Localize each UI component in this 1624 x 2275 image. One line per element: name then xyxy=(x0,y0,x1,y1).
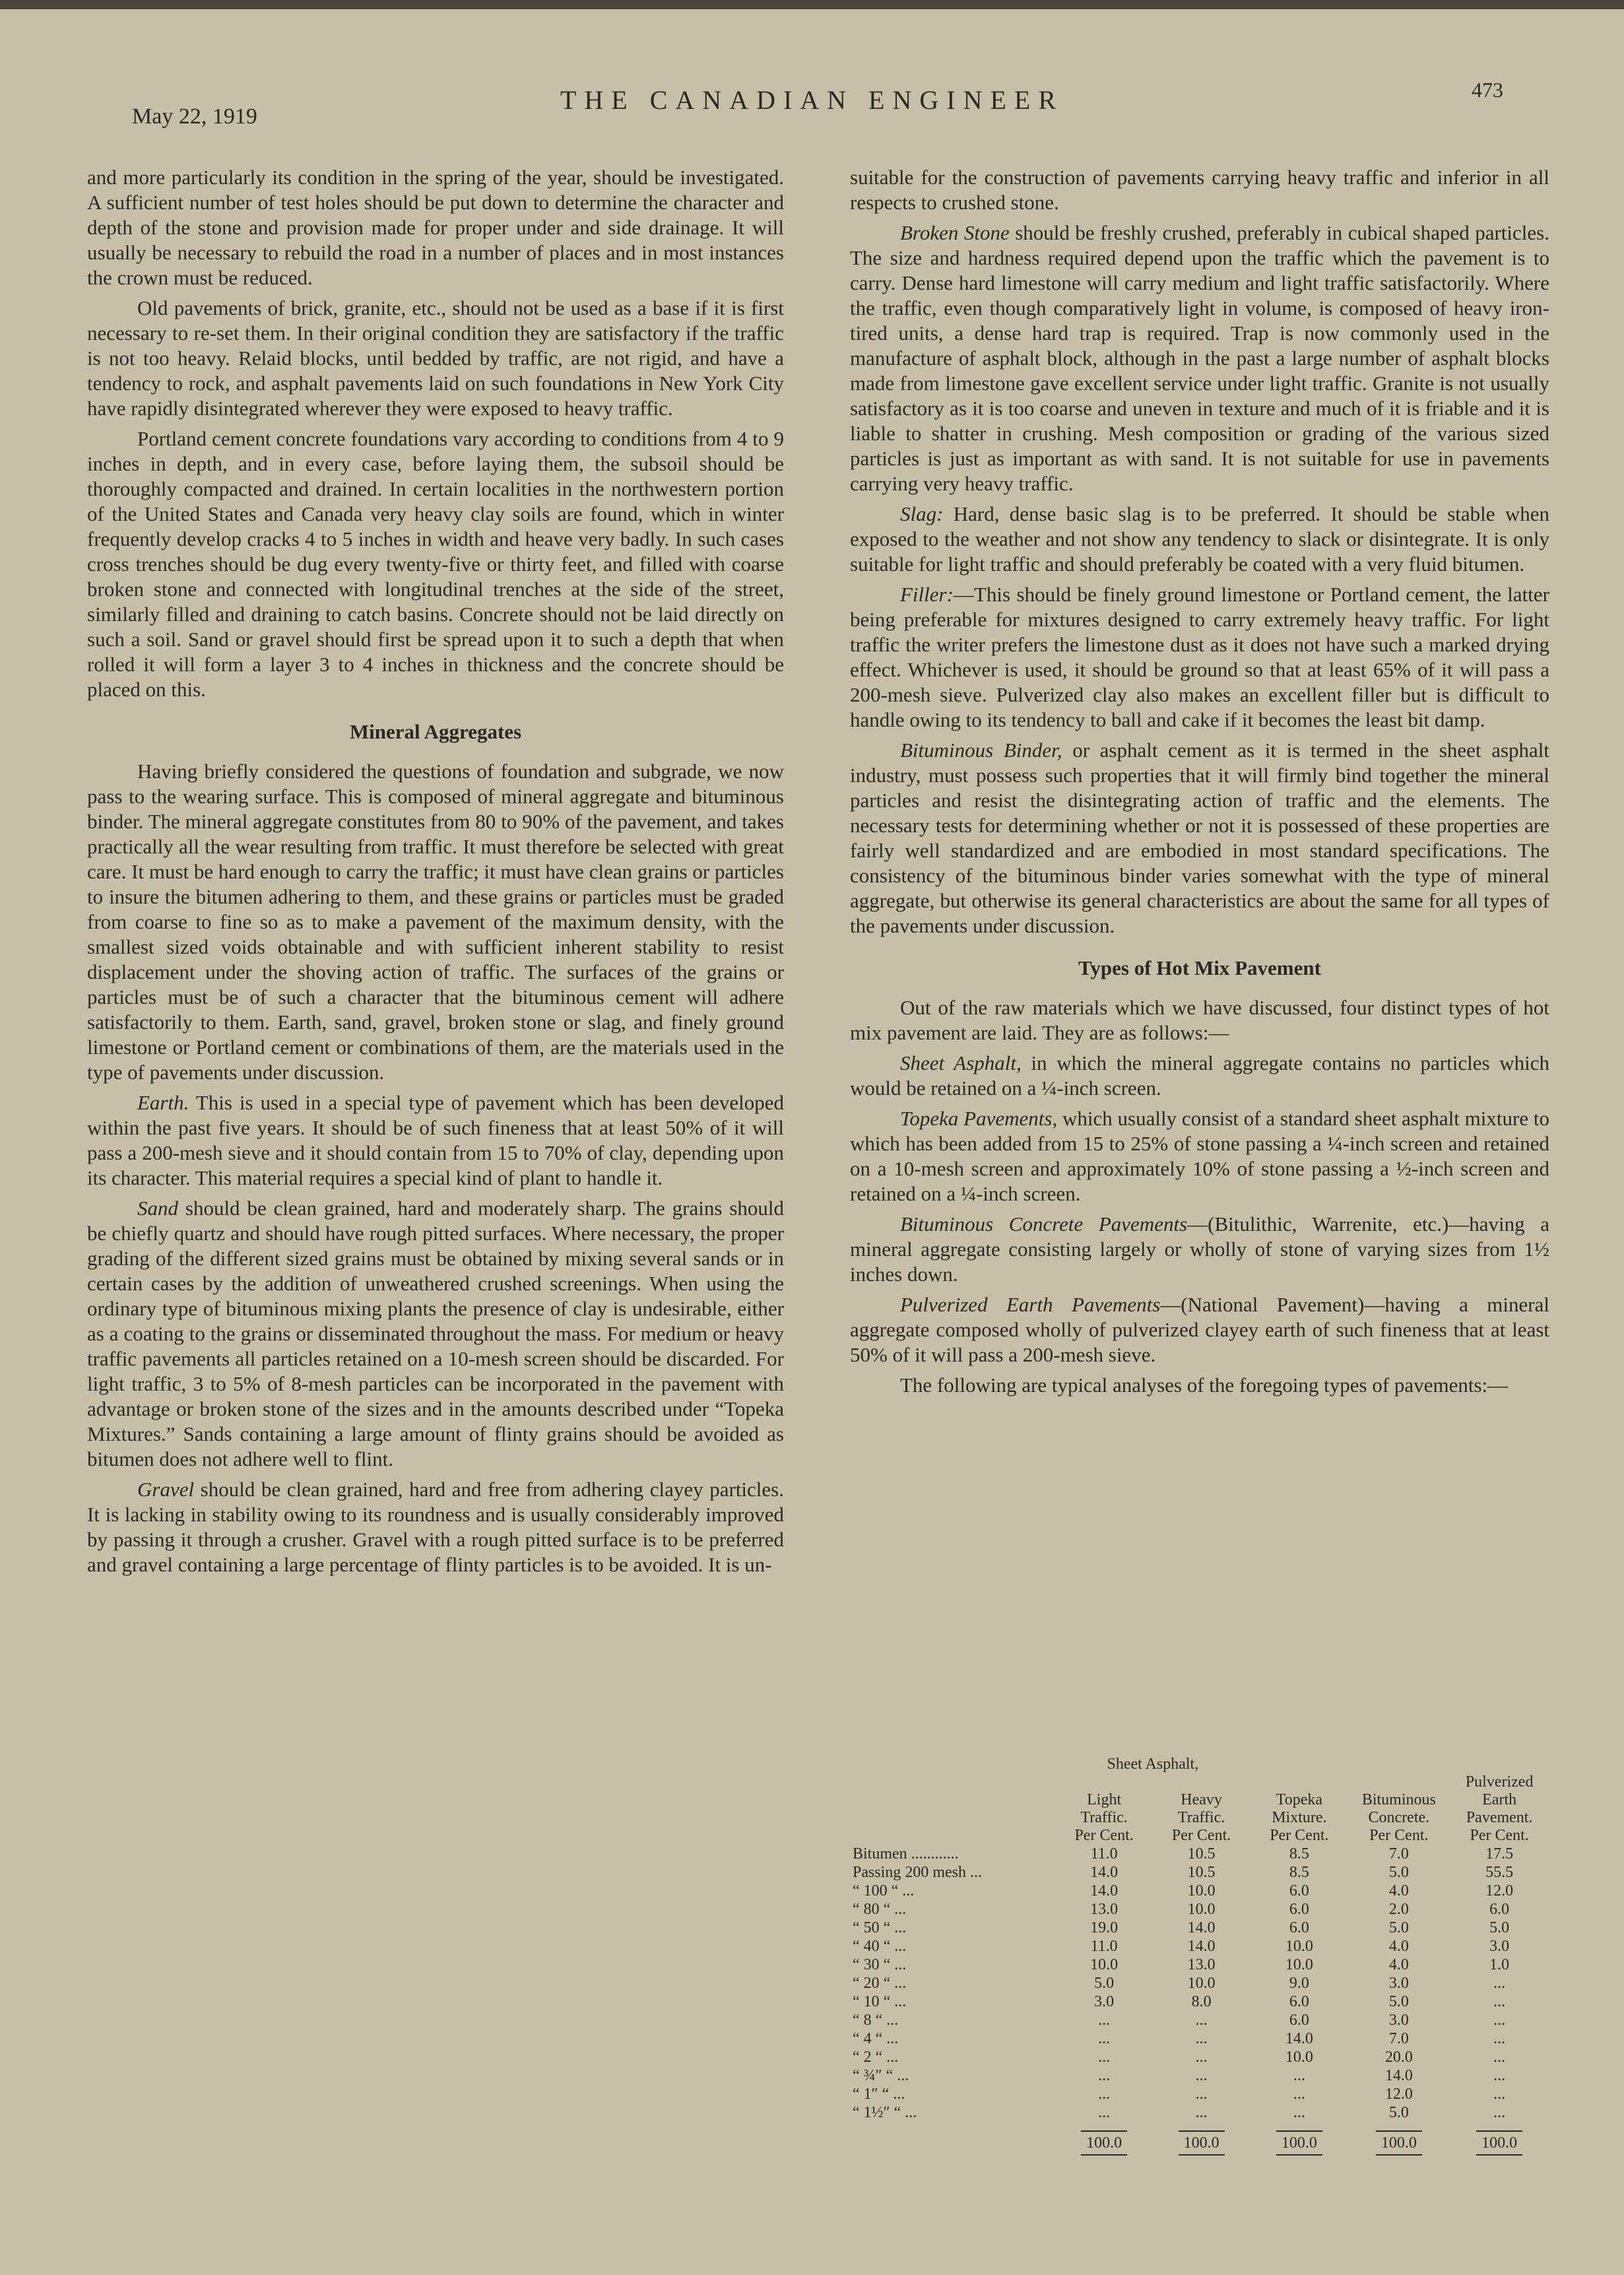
table-cell: 4.0 xyxy=(1388,1956,1409,1973)
paragraph-lead-term: Pulverized Earth Pavements xyxy=(900,1293,1161,1316)
pavement-analysis-table xyxy=(850,1756,1549,2152)
table-cell: ... xyxy=(1098,2030,1111,2047)
column-header: Light Traffic. Per Cent. xyxy=(1074,1791,1134,1844)
table-cell: 10.0 xyxy=(1187,1882,1216,1899)
row-label: “ 4 “ ... xyxy=(853,2030,899,2047)
paragraph-text: Old pavements of brick, granite, etc., should not be used as a base if it is first necessary to re-set them. In their original condition they are satisfactory if the traffic is not too heavy. Relaid blocks, until bedded by traffic, are not rigid, and have a tendency to rock, and asphalt pavements laid on such foundations in New York City have rapidly disintegrated wherever they were exposed to heavy traffic. xyxy=(87,296,784,420)
table-row xyxy=(850,1863,1549,1882)
table-cell: 12.0 xyxy=(1384,2086,1413,2103)
table-cell: 13.0 xyxy=(1187,1956,1216,1973)
row-label: “ 1½″ “ ... xyxy=(853,2104,917,2121)
table-cell: 55.5 xyxy=(1485,1864,1514,1881)
body-paragraph xyxy=(87,1477,784,1577)
table-cell: 4.0 xyxy=(1388,1938,1409,1955)
body-paragraph xyxy=(850,1373,1549,1398)
body-paragraph xyxy=(850,165,1549,215)
table-cell: 5.0 xyxy=(1388,1919,1409,1936)
paragraph-lead-term: Gravel xyxy=(137,1478,195,1501)
table-cell: 4.0 xyxy=(1388,1882,1409,1899)
total-cell xyxy=(1449,2122,1549,2152)
paragraph-text: —This should be finely ground limestone or Portland cement, the latter being preferable for mixtures designed to carry extremely heavy traffic. For light traffic the writer prefers the limestone dust as it does not have such a marked drying effect. Whichever is used, it should be ground so that at least 65% of it will pass a 200-mesh sieve. Pulverized clay also makes an excellent filler but is difficult to handle owing to its tendency to ball and cake if it becomes the least bit damp. xyxy=(850,583,1549,731)
body-paragraph xyxy=(87,165,784,290)
table-cell: 7.0 xyxy=(1388,2030,1409,2047)
paragraph-text: Portland cement concrete foundations vary according to conditions from 4 to 9 inches in depth, and in every case, before laying them, the subsoil should be thoroughly compacted and drained. In certain localities in the northwestern portion of the United States and Canada very heavy clay soils are found, which in winter frequently develop cracks 4 to 5 inches in width and heave very badly. In such cases cross trenches should be dug every twenty-five or thirty feet, and filled with coarse broken stone and connected with longitudinal trenches at the side of the street, similarly filled and draining to catch basins. Concrete should not be laid directly on such a soil. Sand or gravel should first be spread upon it to such a depth that when rolled it will form a layer 3 to 4 inches in thickness and the concrete should be placed on this. xyxy=(87,427,784,701)
paragraph-text: should be clean grained, hard and moderately sharp. The grains should be chiefly quartz and should have rough pitted surfaces. Where necessary, the proper grading of the different sized grains must be obtained by mixing several sands or in certain cases by the addition of unweathered crushed screenings. When using the ordinary type of bituminous mixing plants the presence of clay is undesirable, either as a coating to the grains or disseminated throughout the mass. For medium or heavy traffic pavements all particles retained on a 10-mesh screen should be discarded. For light traffic, 3 to 5% of 8-mesh particles can be incorporated in the pavement with advantage or broken stone of the sizes and in the amounts described under “Topeka Mixtures.” Sands containing a large amount of flinty grains should be avoided as bitumen does not adhere well to flint. xyxy=(87,1197,784,1470)
paragraph-lead-term: Sand xyxy=(137,1197,178,1220)
row-label: “ 30 “ ... xyxy=(853,1956,907,1973)
table-row xyxy=(850,1919,1549,1937)
table-row xyxy=(850,1974,1549,1993)
table-cell: ... xyxy=(1098,2012,1111,2029)
paragraph-text: and more particularly its condition in the spring of the year, should be investigated. A sufficient number of test holes should be put down to determine the character and depth of the stone and provision made for proper under and side drainage. It will usually be necessary to rebuild the road in a number of places and in most instances the crown must be reduced. xyxy=(87,166,784,289)
table-cell: 3.0 xyxy=(1489,1938,1510,1955)
table-cell: 14.0 xyxy=(1187,1919,1216,1936)
row-label: “ 1″ “ ... xyxy=(853,2086,905,2103)
body-paragraph xyxy=(850,995,1549,1045)
analysis-table-block xyxy=(850,1756,1549,2152)
table-cell: ... xyxy=(1098,2067,1111,2084)
table-cell: 3.0 xyxy=(1094,1993,1115,2010)
table-cell: ... xyxy=(1293,2067,1305,2084)
table-cell: ... xyxy=(1293,2104,1305,2121)
body-paragraph xyxy=(87,296,784,421)
table-cell: ... xyxy=(1195,2104,1208,2121)
total-value: 100.0 xyxy=(1276,2130,1322,2156)
table-cell: 10.5 xyxy=(1187,1845,1216,1863)
table-cell: 7.0 xyxy=(1388,1845,1409,1863)
table-cell: ... xyxy=(1493,2086,1506,2103)
table-cell: 5.0 xyxy=(1094,1975,1115,1992)
section-heading: Mineral Aggregates xyxy=(349,720,522,743)
paragraph-lead-term: Topeka Pavements, xyxy=(900,1107,1058,1130)
table-cell: 6.0 xyxy=(1289,2012,1309,2029)
row-label: “ 8 “ ... xyxy=(853,2012,899,2029)
table-row xyxy=(850,2085,1549,2103)
table-cell: ... xyxy=(1195,2030,1208,2047)
row-label: Passing 200 mesh ... xyxy=(853,1864,983,1881)
table-cell: 3.0 xyxy=(1388,2012,1409,2029)
column-header: Pulverized Earth Pavement. Per Cent. xyxy=(1465,1773,1534,1844)
table-cell: ... xyxy=(1195,2049,1208,2066)
paragraph-text: Out of the raw materials which we have discussed, four distinct types of hot mix pavement are laid. They are as follows:— xyxy=(850,996,1549,1044)
right-column xyxy=(850,165,1549,1403)
row-label: Bitumen ............ xyxy=(853,1845,959,1863)
table-cell: ... xyxy=(1195,2012,1208,2029)
total-value: 100.0 xyxy=(1179,2130,1225,2156)
paragraph-lead-term: Bituminous Concrete Pavements xyxy=(900,1212,1188,1236)
table-row xyxy=(850,2066,1549,2085)
table-cell: 2.0 xyxy=(1388,1901,1409,1918)
table-cell: ... xyxy=(1493,2049,1506,2066)
table-cell: 1.0 xyxy=(1489,1956,1510,1973)
table-cell: 5.0 xyxy=(1388,1993,1409,2010)
paragraph-text: This is used in a special type of pavement which has been developed within the past five years. It should be of such fineness that at least 50% of it will pass a 200-mesh sieve and it should contain from 15 to 70% of clay, depending upon its character. This material requires a special kind of plant to handle it. xyxy=(87,1091,784,1189)
table-cell: 14.0 xyxy=(1090,1864,1119,1881)
body-paragraph xyxy=(87,426,784,702)
row-label: “ 10 “ ... xyxy=(853,1993,907,2010)
body-paragraph xyxy=(850,582,1549,733)
table-cell: ... xyxy=(1293,2086,1305,2103)
table-cell: 12.0 xyxy=(1485,1882,1514,1899)
table-group-header: Sheet Asphalt, xyxy=(1107,1756,1199,1773)
table-cell: 10.0 xyxy=(1090,1956,1119,1973)
paragraph-text: in which the mineral aggregate contains no particles which would be retained on a ¼-inch screen. xyxy=(850,1051,1550,1100)
body-paragraph xyxy=(87,1196,784,1472)
table-cell: ... xyxy=(1493,2012,1506,2029)
table-cell: 17.5 xyxy=(1485,1845,1514,1863)
totals-row xyxy=(850,2122,1549,2152)
total-cell xyxy=(1250,2122,1348,2152)
table-cell: 6.0 xyxy=(1289,1993,1309,2010)
table-row xyxy=(850,2011,1549,2029)
total-value: 100.0 xyxy=(1376,2130,1422,2156)
table-cell: ... xyxy=(1493,2067,1506,2084)
table-row xyxy=(850,2029,1549,2048)
left-column xyxy=(87,165,784,1583)
table-cell: 6.0 xyxy=(1489,1901,1510,1918)
table-cell: 6.0 xyxy=(1289,1919,1309,1936)
table-row xyxy=(850,1882,1549,1900)
paragraph-text: Hard, dense basic slag is to be preferred. It should be stable when exposed to the weather and not show any tendency to slack or disintegrate. It is only suitable for light traffic and should preferably be coated with a very fluid bitumen. xyxy=(850,502,1549,576)
paragraph-lead-term: Filler: xyxy=(900,583,954,606)
table-cell: ... xyxy=(1098,2104,1111,2121)
table-cell: 8.5 xyxy=(1289,1864,1309,1881)
paragraph-lead-term: Sheet Asphalt, xyxy=(900,1051,1022,1074)
table-cell: 11.0 xyxy=(1090,1938,1118,1955)
row-label: “ 2 “ ... xyxy=(853,2049,899,2066)
section-heading: Types of Hot Mix Pavement xyxy=(1078,956,1321,979)
paragraph-lead-term: Earth. xyxy=(137,1091,189,1114)
body-paragraph xyxy=(850,1106,1549,1206)
total-value: 100.0 xyxy=(1476,2130,1522,2156)
table-row xyxy=(850,1937,1549,1956)
table-cell: 10.0 xyxy=(1285,1956,1313,1973)
row-label: “ 20 “ ... xyxy=(853,1975,907,1992)
paragraph-text: The following are typical analyses of the foregoing types of pavements:— xyxy=(900,1373,1509,1397)
table-cell: 8.0 xyxy=(1191,1993,1212,2010)
table-corner xyxy=(850,1756,1055,1773)
table-cell: 5.0 xyxy=(1388,2104,1409,2121)
row-label: “ 80 “ ... xyxy=(853,1901,907,1918)
body-paragraph xyxy=(850,1051,1549,1101)
journal-title: THE CANADIAN ENGINEER xyxy=(560,85,1064,115)
paragraph-text: —(Bitulithic, Warrenite, etc.)—having a mineral aggregate consisting largely or wholly of stone of varying sizes from 1½ inches down. xyxy=(850,1212,1550,1286)
table-cell: ... xyxy=(1195,2086,1208,2103)
paragraph-lead-term: Bituminous Binder, xyxy=(900,739,1062,762)
table-cell: ... xyxy=(1493,2104,1506,2121)
table-row xyxy=(850,1845,1549,1863)
table-row xyxy=(850,1956,1549,1974)
table-cell: 13.0 xyxy=(1090,1901,1119,1918)
table-row xyxy=(850,2048,1549,2066)
table-row xyxy=(850,1993,1549,2011)
column-header: Topeka Mixture. Per Cent. xyxy=(1270,1791,1329,1844)
body-paragraph xyxy=(87,1090,784,1191)
row-label: “ 100 “ ... xyxy=(853,1882,915,1899)
table-cell: ... xyxy=(1195,2067,1208,2084)
paragraph-text: Having briefly considered the questions of foundation and subgrade, we now pass to the wearing surface. This is composed of mineral aggregate and bituminous binder. The mineral aggregate constitutes from 80 to 90% of the pavement, and takes practically all the wear resulting from traffic. It must therefore be selected with great care. It must be hard enough to carry the traffic; it must have clean grains or particles to insure the bitumen adhering to them, and these grains or particles must be graded from coarse to fine so as to make a pavement of the maximum density, with the smallest sized voids obtainable and with sufficient inherent stability to resist displacement under the shoving action of traffic. The surfaces of the grains or particles must be of such a character that the bituminous cement will adhere satisfactorily to them. Earth, sand, gravel, broken stone or slag, and finely ground limestone or Portland cement or combinations of them, are the materials used in the type of pavements under discussion. xyxy=(87,760,784,1084)
table-cell: 14.0 xyxy=(1285,2030,1313,2047)
table-cell: 10.0 xyxy=(1285,2049,1313,2066)
table-cell: 19.0 xyxy=(1090,1919,1119,1936)
table-cell: 6.0 xyxy=(1289,1901,1309,1918)
column-header: Heavy Traffic. Per Cent. xyxy=(1171,1791,1231,1844)
table-cell: 11.0 xyxy=(1090,1845,1118,1863)
table-cell: ... xyxy=(1493,1975,1506,1992)
issue-date: May 22, 1919 xyxy=(132,104,257,129)
table-cell: 9.0 xyxy=(1289,1975,1309,1992)
table-cell: ... xyxy=(1098,2086,1111,2103)
table-cell: 14.0 xyxy=(1384,2067,1413,2084)
body-paragraph xyxy=(87,759,784,1085)
paragraph-text: which usually consist of a standard sheet asphalt mixture to which has been added from 15 to 25% of stone passing a ¼-inch screen and retained on a 10-mesh screen and approximately 10% of stone passing a ½-inch screen and retained on a ¼-inch screen. xyxy=(850,1107,1549,1205)
body-paragraph xyxy=(850,1212,1549,1287)
table-cell: ... xyxy=(1493,2030,1506,2047)
paragraph-text: should be freshly crushed, preferably in cubical shaped particles. The size and hardness required depend upon the traffic which the pavement is to carry. Dense hard limestone will carry medium and light traffic satisfactorily. Where the traffic, even though comparatively light in volume, is composed of heavy iron-tired units, a dense hard trap is required. Trap is now commonly used in the manufacture of asphalt block, although in the past a large number of asphalt blocks made from limestone gave excellent service under light traffic. Granite is not usually satisfactory as it is too coarse and uneven in texture and much of it is friable and it is liable to shatter in crushing. Mesh composition or grading of the various sized particles is just as important as with sand. It is not suitable for use in pavements carrying very heavy traffic. xyxy=(850,221,1549,495)
table-cell: 14.0 xyxy=(1090,1882,1119,1899)
body-paragraph xyxy=(850,738,1549,939)
table-cell: 3.0 xyxy=(1388,1975,1409,1992)
table-cell: 5.0 xyxy=(1489,1919,1510,1936)
body-paragraph xyxy=(850,502,1549,577)
table-body xyxy=(850,1845,1549,2152)
table-cell: 10.0 xyxy=(1187,1975,1216,1992)
table-cell: 10.5 xyxy=(1187,1864,1216,1881)
table-cell: ... xyxy=(1098,2049,1111,2066)
body-paragraph xyxy=(850,1292,1549,1368)
total-value: 100.0 xyxy=(1081,2130,1127,2156)
table-cell: 10.0 xyxy=(1187,1901,1216,1918)
total-cell xyxy=(1055,2122,1152,2152)
table-cell: 5.0 xyxy=(1388,1864,1409,1881)
table-cell: 6.0 xyxy=(1289,1882,1309,1899)
row-label: “ ¾″ “ ... xyxy=(853,2067,909,2084)
table-cell: 14.0 xyxy=(1187,1938,1216,1955)
table-cell: 8.5 xyxy=(1289,1845,1309,1863)
column-header: Bituminous Concrete. Per Cent. xyxy=(1361,1791,1436,1844)
row-label: “ 40 “ ... xyxy=(853,1938,907,1955)
paragraph-text: —(National Pavement)—having a mineral aggregate composed wholly of pulverized clayey earth of such fineness that at least 50% of it will pass a 200-mesh sieve. xyxy=(850,1293,1549,1366)
total-cell xyxy=(1153,2122,1250,2152)
paragraph-lead-term: Slag: xyxy=(900,502,944,525)
table-column-headers xyxy=(850,1773,1549,1845)
paragraph-text: or asphalt cement as it is termed in the sheet asphalt industry, must possess such properties that it will firmly bind together the mineral particles and resist the disintegrating action of traffic and the elements. The necessary tests for determining whether or not it is possessed of these properties are fairly well standardized and are embodied in most standard specifications. The consistency of the bituminous binder varies somewhat with the type of mineral aggregate, but otherwise its general characteristics are about the same for all types of the pavements under discussion. xyxy=(850,739,1549,937)
paragraph-text: suitable for the construction of pavements carrying heavy traffic and inferior in all respects to crushed stone. xyxy=(850,166,1549,214)
table-row xyxy=(850,1900,1549,1919)
body-paragraph xyxy=(850,220,1549,496)
total-cell xyxy=(1348,2122,1449,2152)
table-cell: 20.0 xyxy=(1384,2049,1413,2066)
table-cell: 10.0 xyxy=(1285,1938,1313,1955)
table-row xyxy=(850,2103,1549,2122)
paragraph-lead-term: Broken Stone xyxy=(900,221,1010,244)
page-edge-shadow xyxy=(0,0,1624,9)
page-number: 473 xyxy=(1472,78,1503,102)
row-label: “ 50 “ ... xyxy=(853,1919,907,1936)
table-cell: ... xyxy=(1493,1993,1506,2010)
paragraph-text: should be clean grained, hard and free from adhering clayey particles. It is lacking in stability owing to its roundness and is usually considerably improved by passing it through a crusher. Gravel with a rough pitted surface is to be preferred and gravel containing a large percentage of flinty particles is to be avoided. It is un- xyxy=(87,1478,784,1576)
